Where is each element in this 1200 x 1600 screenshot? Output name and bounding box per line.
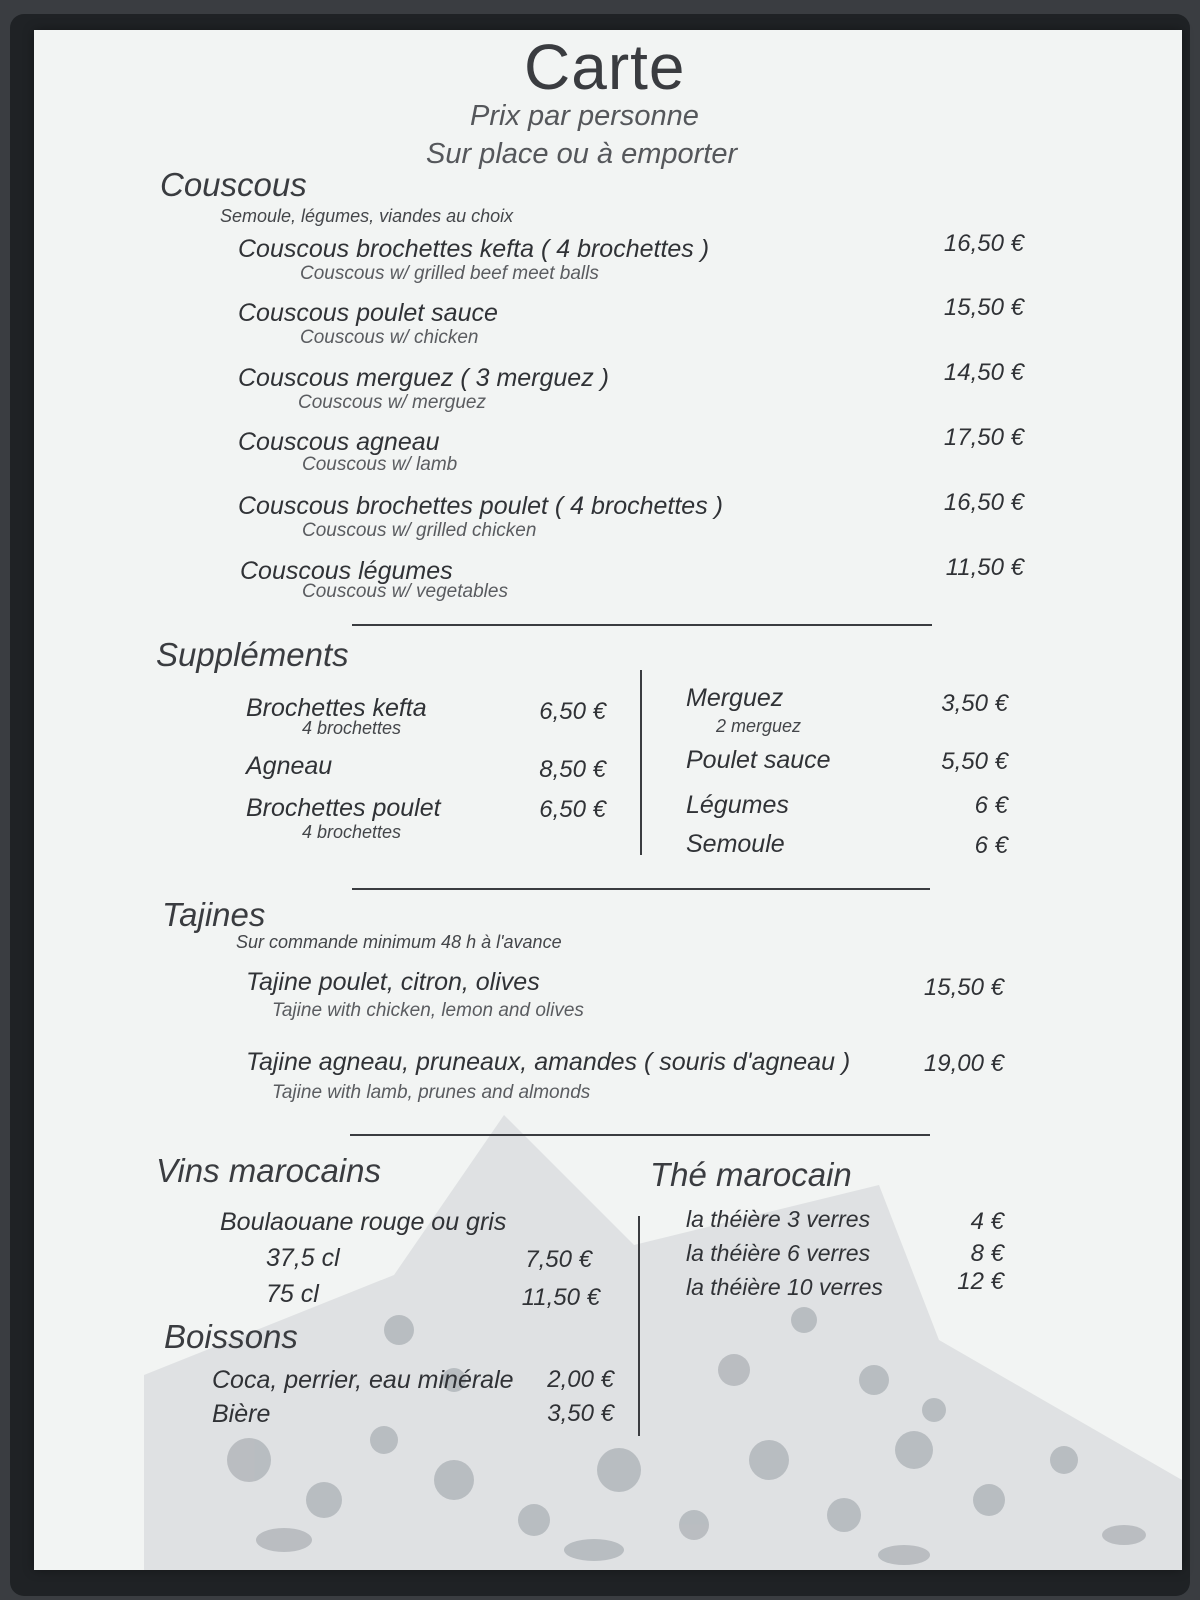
- wine-size: 37,5 cl: [266, 1244, 340, 1272]
- column-divider: [638, 1216, 640, 1436]
- section-title-supplements: Suppléments: [156, 636, 349, 673]
- tea-name: la théière 6 verres: [686, 1240, 871, 1266]
- menu-item-name: Couscous agneau: [238, 428, 440, 456]
- menu-item-name: Tajine poulet, citron, olives: [246, 968, 540, 996]
- menu-item-translation: Couscous w/ lamb: [302, 454, 458, 475]
- menu-item-translation: Tajine with lamb, prunes and almonds: [272, 1082, 591, 1103]
- menu-item-price: 11,50 €: [945, 554, 1024, 581]
- menu-item-price: 19,00 €: [923, 1050, 1004, 1077]
- supplement-price: 6,50 €: [539, 796, 606, 823]
- menu-item-name: Couscous brochettes poulet ( 4 brochettes ): [238, 492, 723, 520]
- supplement-name: Légumes: [686, 791, 789, 819]
- supplement-name: Agneau: [246, 752, 333, 780]
- menu-item-price: 15,50 €: [923, 974, 1004, 1001]
- supplement-price: 8,50 €: [539, 756, 606, 783]
- menu-item-name: Tajine agneau, pruneaux, amandes ( souris d'agneau ): [246, 1048, 851, 1076]
- supplement-note: 4 brochettes: [302, 822, 402, 842]
- menu-item-price: 15,50 €: [943, 294, 1024, 321]
- supplement-price: 3,50 €: [941, 690, 1008, 717]
- menu-item-price: 16,50 €: [943, 489, 1024, 516]
- supplement-note: 2 merguez: [716, 716, 802, 736]
- section-divider: [352, 624, 932, 626]
- menu-item-name: Couscous légumes: [240, 557, 453, 585]
- supplement-note: 4 brochettes: [302, 718, 402, 738]
- wine-price: 11,50 €: [521, 1284, 600, 1311]
- supplement-price: 6 €: [974, 832, 1008, 859]
- menu-item-translation: Couscous w/ grilled chicken: [302, 520, 537, 541]
- menu-page: [34, 30, 1182, 1570]
- wine-name: Boulaouane rouge ou gris: [220, 1208, 507, 1236]
- section-desc-tajines: Sur commande minimum 48 h à l'avance: [236, 932, 562, 952]
- section-title-vins: Vins marocains: [156, 1152, 381, 1189]
- tea-price: 4 €: [970, 1208, 1004, 1235]
- section-title-tajines: Tajines: [162, 896, 266, 933]
- wine-price: 7,50 €: [525, 1246, 592, 1273]
- supplement-name: Semoule: [686, 830, 785, 858]
- section-divider: [352, 888, 930, 890]
- column-divider: [640, 670, 642, 855]
- menu-item-price: 14,50 €: [943, 359, 1024, 386]
- section-title-the: Thé marocain: [650, 1156, 852, 1193]
- supplement-price: 6 €: [974, 792, 1008, 819]
- tea-price: 12 €: [957, 1268, 1004, 1295]
- menu-item-name: Couscous merguez ( 3 merguez ): [238, 364, 609, 392]
- menu-item-translation: Tajine with chicken, lemon and olives: [272, 1000, 584, 1021]
- supplement-name: Brochettes poulet: [246, 794, 441, 822]
- menu-item-name: Couscous poulet sauce: [238, 299, 498, 327]
- section-title-couscous: Couscous: [160, 166, 307, 203]
- tea-price: 8 €: [970, 1240, 1004, 1267]
- menu-subtitle-service: Sur place ou à emporter: [426, 138, 738, 170]
- menu-item-price: 16,50 €: [943, 230, 1024, 257]
- tea-name: la théière 3 verres: [686, 1206, 871, 1232]
- supplement-name: Brochettes kefta: [246, 694, 427, 722]
- menu-item-name: Couscous brochettes kefta ( 4 brochettes ): [238, 235, 710, 263]
- menu-item-translation: Couscous w/ vegetables: [302, 581, 508, 602]
- menu-item-price: 17,50 €: [943, 424, 1024, 451]
- supplement-price: 6,50 €: [539, 698, 606, 725]
- section-desc-couscous: Semoule, légumes, viandes au choix: [220, 206, 514, 226]
- section-title-boissons: Boissons: [164, 1318, 298, 1355]
- menu-title: Carte: [524, 31, 686, 103]
- supplement-price: 5,50 €: [941, 748, 1008, 775]
- drink-price: 3,50 €: [547, 1400, 614, 1427]
- section-divider: [350, 1134, 930, 1136]
- menu-item-translation: Couscous w/ grilled beef meet balls: [300, 263, 599, 284]
- supplement-name: Merguez: [686, 684, 784, 712]
- menu-item-translation: Couscous w/ merguez: [298, 392, 486, 413]
- wine-size: 75 cl: [266, 1280, 319, 1308]
- drink-price: 2,00 €: [547, 1366, 614, 1393]
- drink-name: Bière: [212, 1400, 271, 1428]
- menu-item-translation: Couscous w/ chicken: [300, 327, 479, 348]
- tea-name: la théière 10 verres: [686, 1274, 883, 1300]
- drink-name: Coca, perrier, eau minérale: [212, 1366, 514, 1394]
- supplement-name: Poulet sauce: [686, 746, 831, 774]
- menu-subtitle-price: Prix par personne: [470, 100, 699, 132]
